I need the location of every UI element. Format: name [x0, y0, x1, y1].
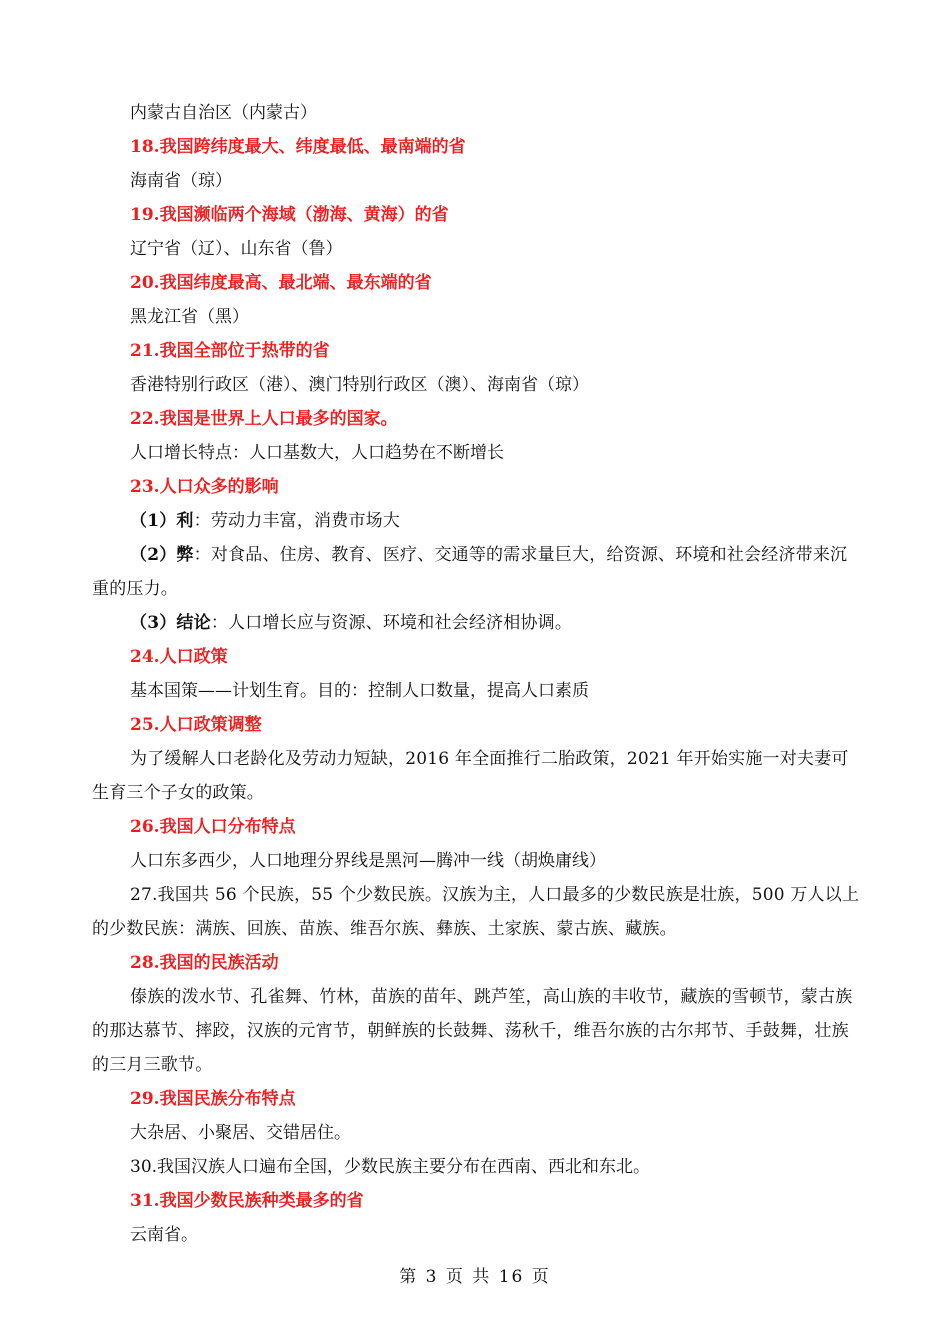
answer-line: 黑龙江省（黑） — [130, 307, 249, 327]
answer-line: 基本国策——计划生育。目的：控制人口数量，提高人口素质 — [130, 681, 589, 701]
impact-text: ：人口增长应与资源、环境和社会经济相协调。 — [210, 613, 573, 633]
answer-line: 人口东多西少，人口地理分界线是黑河—腾冲一线（胡焕庸线） — [130, 851, 606, 871]
item-heading-24: 24.人口政策 — [130, 647, 228, 667]
item-heading-28: 28.我国的民族活动 — [130, 953, 279, 973]
item-heading-26: 26.我国人口分布特点 — [130, 817, 296, 837]
item-heading-25: 25.人口政策调整 — [130, 715, 262, 735]
page-content — [92, 96, 862, 1252]
item-heading-19: 19.我国濒临两个海域（渤海、黄海）的省 — [130, 205, 449, 225]
item-heading-23: 23.人口众多的影响 — [130, 477, 279, 497]
item-heading-29: 29.我国民族分布特点 — [130, 1089, 296, 1109]
answer-line: 人口增长特点：人口基数大，人口趋势在不断增长 — [130, 443, 504, 463]
item-heading-18: 18.我国跨纬度最大、纬度最低、最南端的省 — [130, 137, 466, 157]
answer-line: 大杂居、小聚居、交错居住。 — [130, 1123, 351, 1143]
impact-label: （3）结论 — [130, 613, 211, 633]
item-heading-22: 22.我国是世界上人口最多的国家。 — [130, 409, 398, 429]
impact-label: （1）利 — [130, 511, 194, 531]
page-number-footer: 第 3 页 共 16 页 — [399, 1267, 551, 1287]
answer-paragraph: 为了缓解人口老龄化及劳动力短缺，2016 年全面推行二胎政策，2021 年开始实施一对夫妻可生育三个子女的政策。 — [92, 749, 849, 803]
impact-disadvantage — [92, 538, 862, 606]
impact-advantage — [92, 504, 862, 538]
answer-paragraph: 傣族的泼水节、孔雀舞、竹林，苗族的苗年、跳芦笙，高山族的丰收节，藏族的雪顿节，蒙古族的那达慕节、摔跤，汉族的元宵节，朝鲜族的长鼓舞、荡秋千，维吾尔族的古尔邦节、手鼓舞，壮族的三月三歌节。 — [92, 987, 853, 1075]
answer-line: 香港特别行政区（港）、澳门特别行政区（澳）、海南省（琼） — [130, 375, 589, 395]
answer-line: 云南省。 — [130, 1225, 198, 1245]
item-heading-20: 20.我国纬度最高、最北端、最东端的省 — [130, 273, 432, 293]
impact-text: ：劳动力丰富，消费市场大 — [193, 511, 401, 531]
impact-conclusion — [92, 606, 862, 640]
item-heading-31: 31.我国少数民族种类最多的省 — [130, 1191, 364, 1211]
item-heading-21: 21.我国全部位于热带的省 — [130, 341, 330, 361]
answer-line: 海南省（琼） — [130, 171, 232, 191]
impact-label: （2）弊 — [130, 545, 194, 565]
impact-text: ：对食品、住房、教育、医疗、交通等的需求量巨大，给资源、环境和社会经济带来沉重的压力。 — [92, 545, 848, 599]
answer-line: 内蒙古自治区（内蒙古） — [130, 103, 317, 123]
answer-line: 30.我国汉族人口遍布全国，少数民族主要分布在西南、西北和东北。 — [130, 1157, 651, 1177]
answer-line: 辽宁省（辽）、山东省（鲁） — [130, 239, 343, 259]
answer-paragraph: 27.我国共 56 个民族，55 个少数民族。汉族为主，人口最多的少数民族是壮族，500 万人以上的少数民族：满族、回族、苗族、维吾尔族、彝族、土家族、蒙古族、藏族。 — [92, 885, 860, 939]
